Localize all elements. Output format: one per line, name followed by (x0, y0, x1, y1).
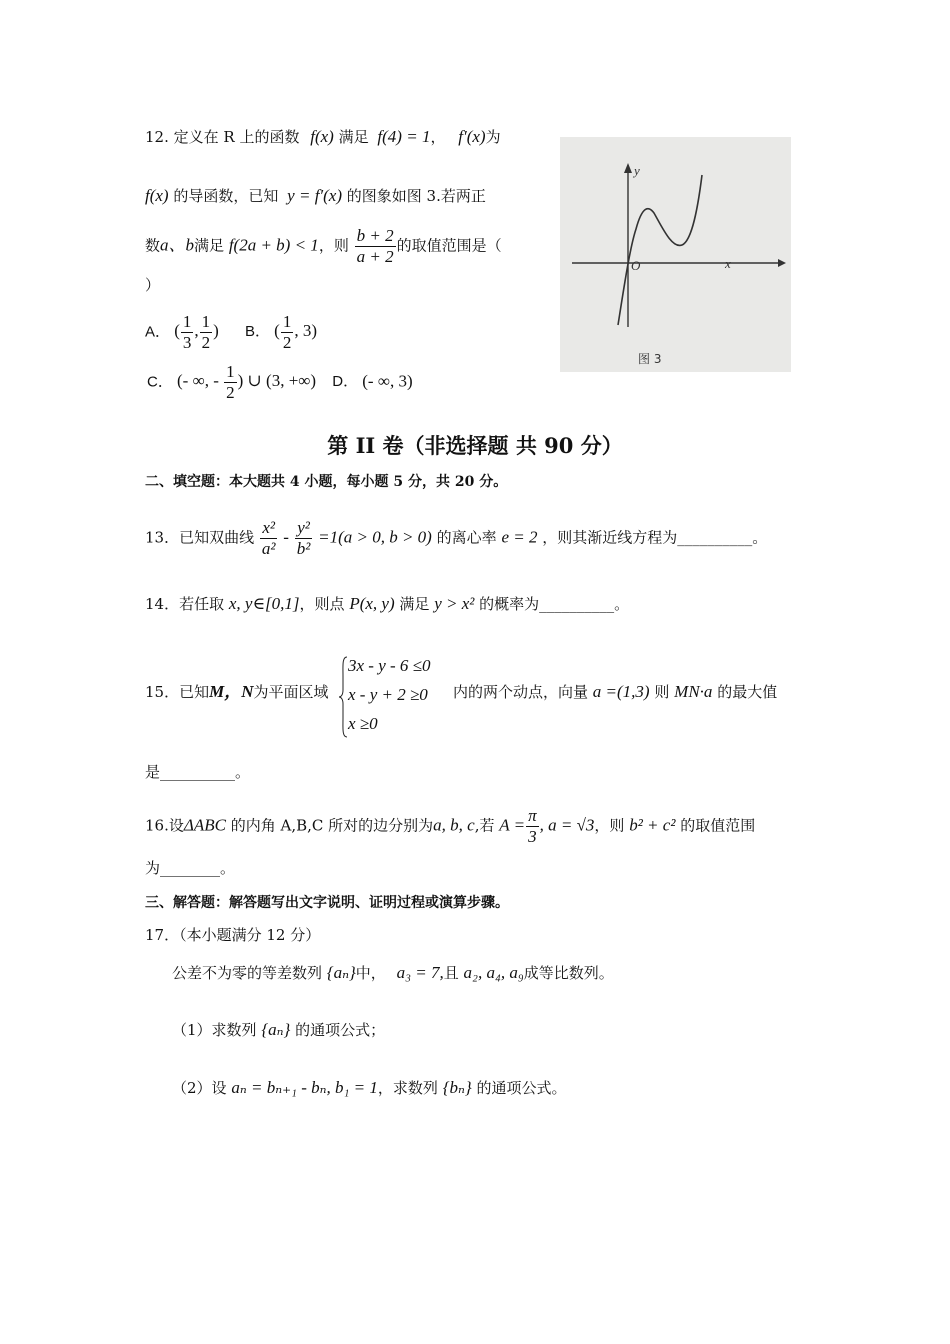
q12-option-c: (- ∞, - $\frac{1}{2}$ ) ∪ (3, +∞) (177, 362, 317, 402)
q12-line2: f(x) 的导函数，已知 y = f′(x) 的图象如图 3.若两正 (145, 186, 486, 205)
figure-caption: 图 3 (638, 352, 662, 366)
q12-option-a: ( $\frac{1}{3}$ , $\frac{1}{2}$ ) (174, 312, 219, 352)
x-axis-arrow (778, 259, 786, 267)
q15-rest: 内的两个动点，向量 a =(1,3) 则 MN·a 的最大值 (453, 682, 778, 701)
origin-label: O (631, 258, 641, 273)
q14: 14．若任取 x, y∈[0,1]，则点 P(x, y) 满足 y > x² 的概率为__________。 (145, 594, 630, 613)
y-axis-label: y (634, 163, 640, 178)
derivative-graph (560, 137, 791, 372)
section-3-heading: 三、解答题：解答题写出文字说明、证明过程或演算步骤。 (145, 895, 509, 911)
q15-ineq-1: 3x - y - 6 ≤0 (348, 656, 431, 675)
q12-options-ab: A． ( $\frac{1}{3}$ , $\frac{1}{2}$ ) B． ( $\frac{1}{2}$ , 3) (145, 312, 317, 352)
section-2-heading: 二、填空题：本大题共 4 小题，每小题 5 分，共 20 分。 (145, 474, 508, 490)
figure-3 (560, 137, 791, 372)
q13: 13．已知双曲线 $\frac{\text{x²}}{\text{a²}}$ - $\frac{\text{y²}}{\text{b²}}$ =1(a > 0, b > 0) 的离心率 e = 2 ，则其渐近线方程为__________。 (145, 518, 768, 558)
q17-intro: 公差不为零的等差数列 {aₙ}中， a₃ = 7,且 a₂, a₄, a₉成等比数列。 (172, 963, 614, 982)
q17-part1: （1）求数列 {aₙ} 的通项公式； (172, 1020, 386, 1039)
q15-ineq-3: x ≥0 (348, 714, 378, 733)
q15: 15．已知M，N为平面区域 (145, 682, 329, 701)
q15-ineq-2: x - y + 2 ≥0 (348, 685, 428, 704)
q12-line3: 数a、b满足 f(2a + b) < 1，则 $\frac{b + 2}{a + 2}$ 的取值范围是（ (145, 226, 502, 266)
q16-line2: 为________。 (145, 859, 236, 877)
q17-title: 17．（本小题满分 12 分） (145, 926, 321, 944)
x-axis-label: x (725, 256, 731, 271)
q12-line4: ） (145, 276, 161, 294)
q17-part2: （2）设 aₙ = bₙ₊₁ - bₙ, b₁ = 1，求数列 {bₙ} 的通项公式。 (172, 1078, 567, 1097)
q12-options-cd: C． (- ∞, - $\frac{1}{2}$ ) ∪ (3, +∞) D． (- ∞, 3) (147, 362, 413, 402)
q16: 16.设ΔABC 的内角 A,B,C 所对的边分别为a, b, c,若 A = $\frac{\pi}{3}$ , a = √3，则 b² + c² 的取值范围 (145, 806, 756, 846)
q12-fraction: $\frac{b + 2}{a + 2}$ (356, 226, 394, 266)
q12-line1: 12. 定义在 R 上的函数 f(x) 满足 f(4) = 1， f′(x)为 (145, 127, 501, 146)
section-2-title: 第 II 卷（非选择题 共 90 分） (327, 433, 623, 458)
system-brace (338, 656, 348, 738)
q15-line2: 是__________。 (145, 763, 251, 781)
curve (618, 175, 702, 325)
y-axis-arrow (624, 163, 632, 173)
q12-option-b: ( $\frac{1}{2}$ , 3) (274, 312, 317, 352)
